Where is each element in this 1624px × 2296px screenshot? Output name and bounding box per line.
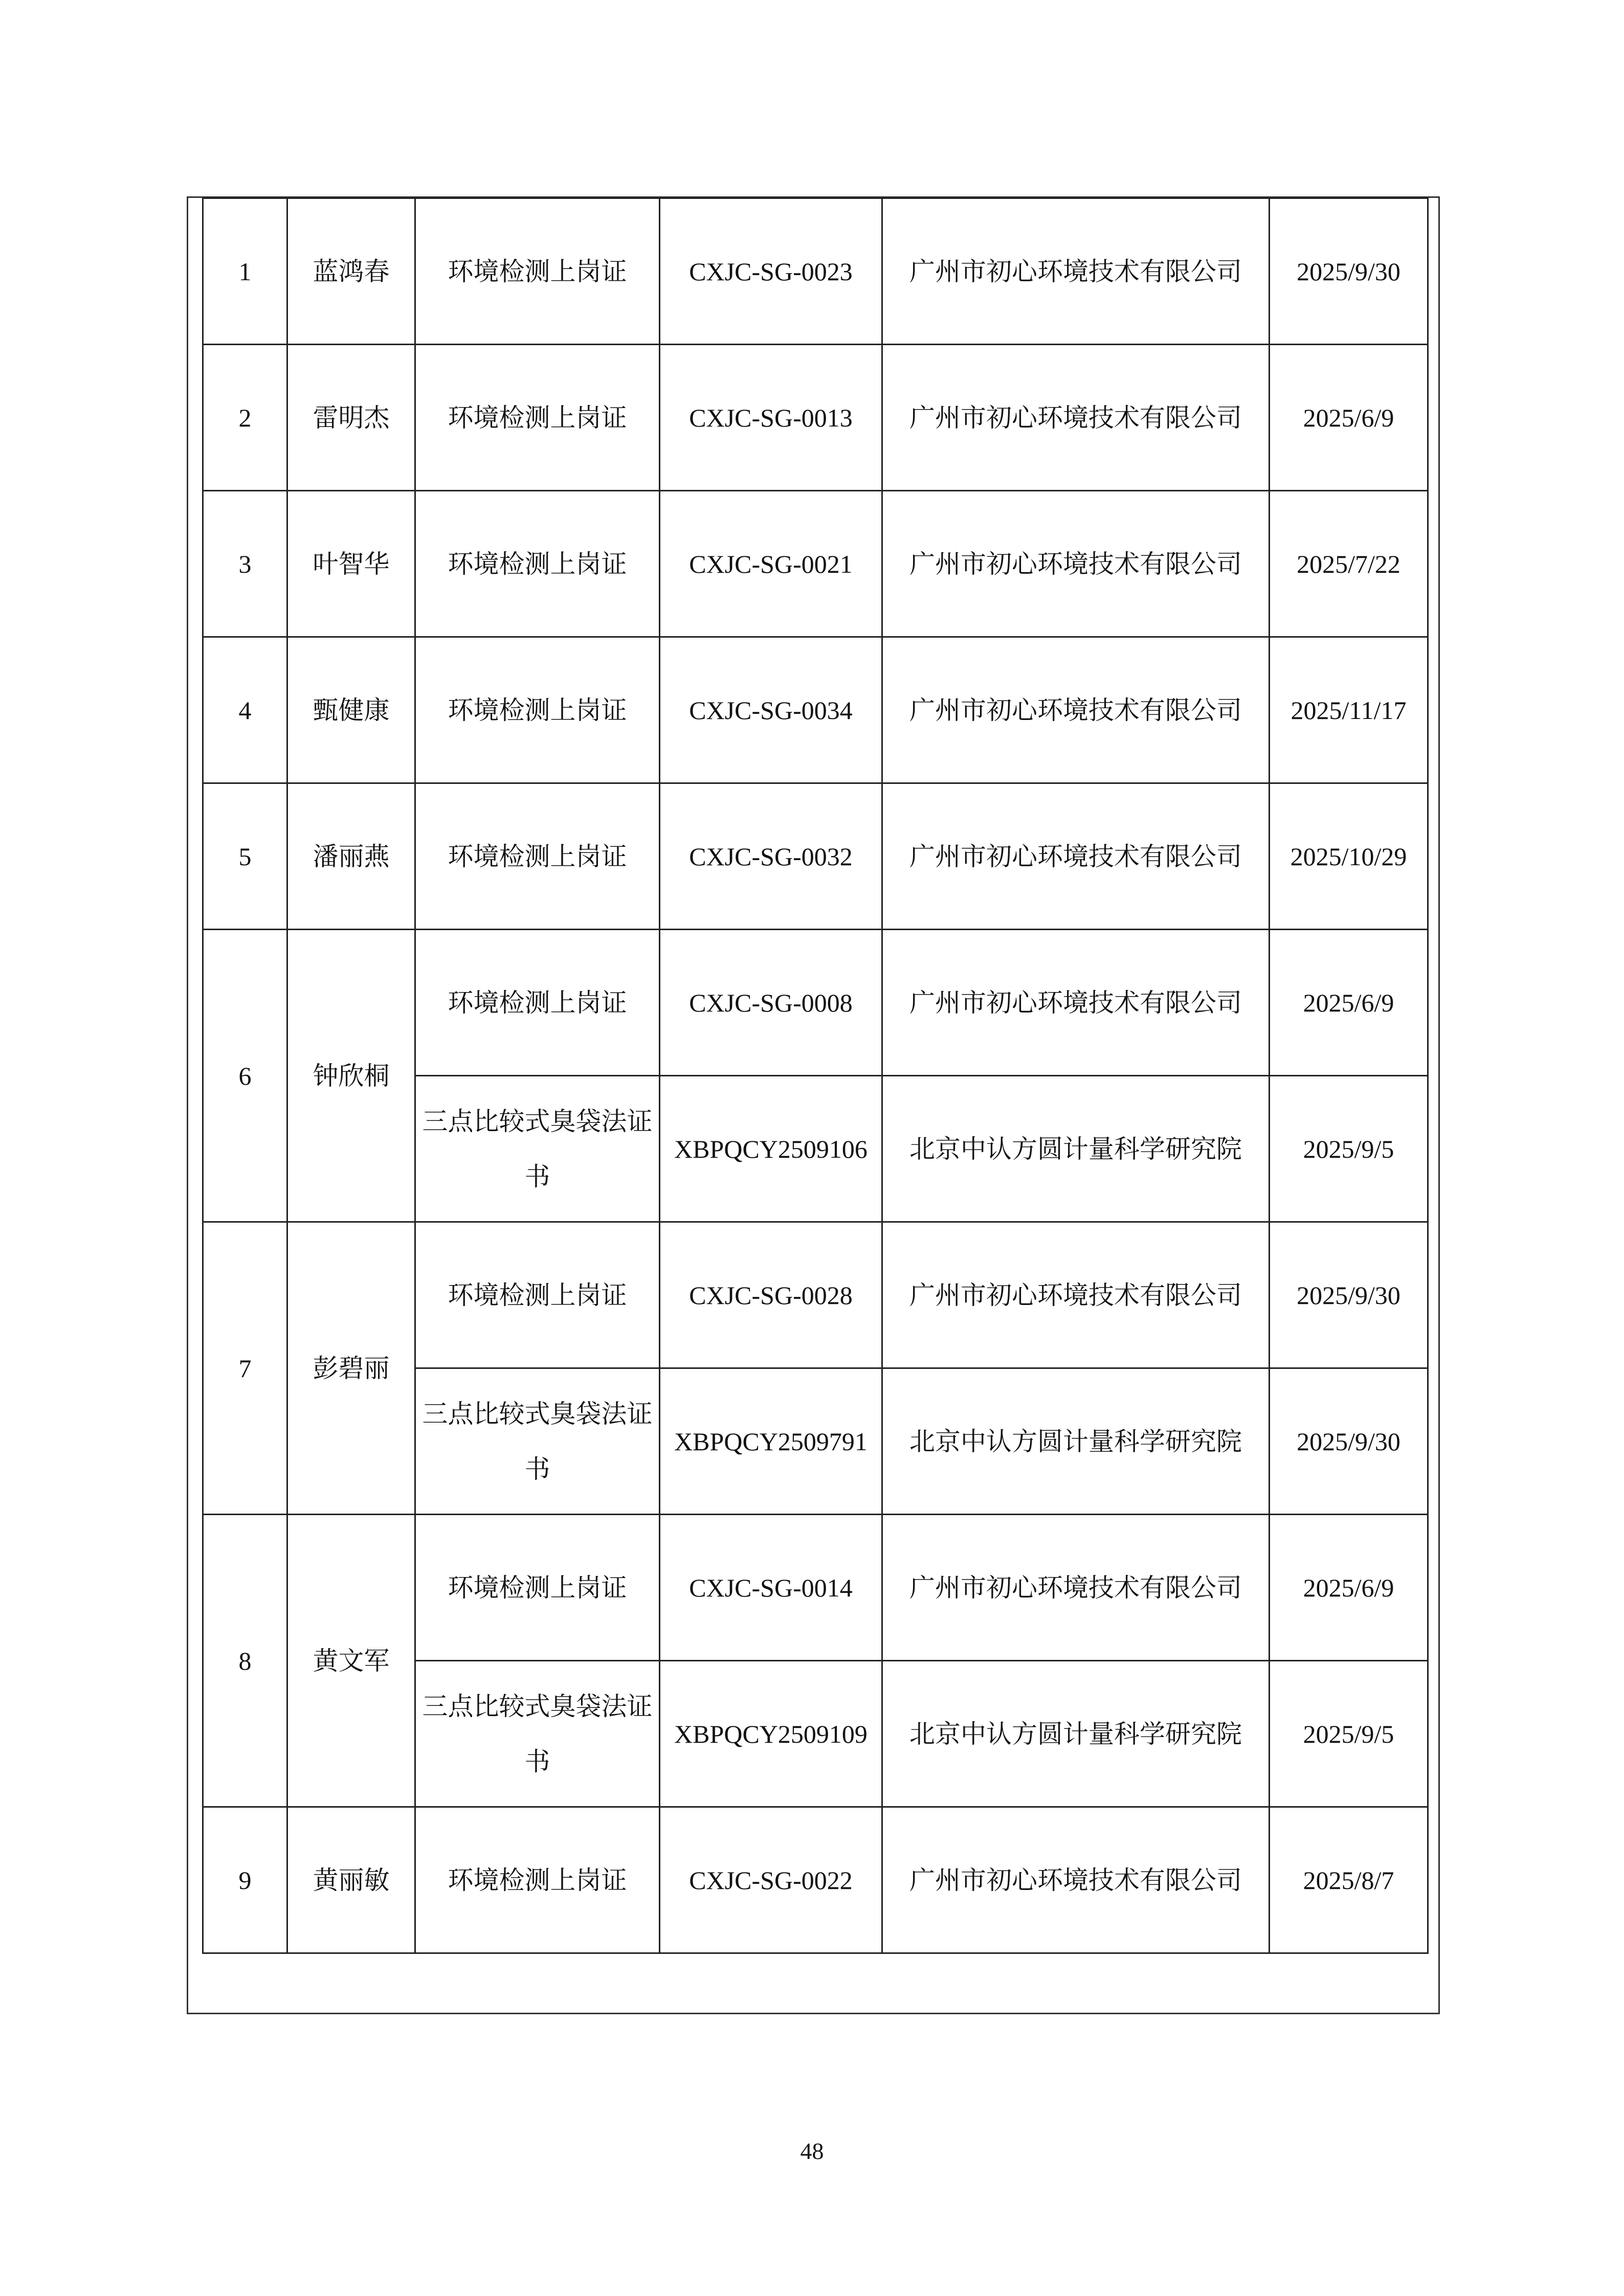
- row-number: 5: [203, 783, 287, 930]
- expiry-date: 2025/6/9: [1270, 1515, 1428, 1661]
- row-number: 7: [203, 1222, 287, 1515]
- row-number: 6: [203, 930, 287, 1222]
- issuing-organization: 广州市初心环境技术有限公司: [882, 1222, 1270, 1368]
- expiry-date: 2025/9/30: [1270, 1368, 1428, 1515]
- row-number: 9: [203, 1807, 287, 1953]
- issuing-organization: 广州市初心环境技术有限公司: [882, 491, 1270, 637]
- certificate-code: XBPQCY2509106: [660, 1076, 882, 1222]
- row-number: 2: [203, 345, 287, 491]
- certificate-type: 三点比较式臭袋法证书: [415, 1368, 660, 1515]
- certificate-type: 三点比较式臭袋法证书: [415, 1661, 660, 1807]
- certificate-type: 环境检测上岗证: [415, 345, 660, 491]
- person-name: 黄丽敏: [287, 1807, 415, 1953]
- issuing-organization: 广州市初心环境技术有限公司: [882, 1515, 1270, 1661]
- expiry-date: 2025/11/17: [1270, 637, 1428, 783]
- issuing-organization: 广州市初心环境技术有限公司: [882, 783, 1270, 930]
- person-name: 潘丽燕: [287, 783, 415, 930]
- person-name: 甄健康: [287, 637, 415, 783]
- person-name: 钟欣桐: [287, 930, 415, 1222]
- issuing-organization: 北京中认方圆计量科学研究院: [882, 1368, 1270, 1515]
- certificate-type: 环境检测上岗证: [415, 930, 660, 1076]
- row-number: 1: [203, 198, 287, 345]
- person-name: 叶智华: [287, 491, 415, 637]
- table-row: [203, 198, 1428, 345]
- certificate-code: CXJC-SG-0008: [660, 930, 882, 1076]
- expiry-date: 2025/6/9: [1270, 345, 1428, 491]
- certificate-type: 三点比较式臭袋法证书: [415, 1076, 660, 1222]
- expiry-date: 2025/10/29: [1270, 783, 1428, 930]
- certificate-table: [202, 197, 1429, 1954]
- table-row: [203, 637, 1428, 783]
- certificate-type: 环境检测上岗证: [415, 1807, 660, 1953]
- expiry-date: 2025/8/7: [1270, 1807, 1428, 1953]
- certificate-code: CXJC-SG-0034: [660, 637, 882, 783]
- certificate-code: XBPQCY2509791: [660, 1368, 882, 1515]
- table-row: [203, 345, 1428, 491]
- issuing-organization: 北京中认方圆计量科学研究院: [882, 1076, 1270, 1222]
- certificate-type: 环境检测上岗证: [415, 637, 660, 783]
- row-number: 4: [203, 637, 287, 783]
- certificate-code: CXJC-SG-0023: [660, 198, 882, 345]
- certificate-code: CXJC-SG-0021: [660, 491, 882, 637]
- issuing-organization: 广州市初心环境技术有限公司: [882, 930, 1270, 1076]
- row-number: 3: [203, 491, 287, 637]
- person-name: 彭碧丽: [287, 1222, 415, 1515]
- certificate-code: XBPQCY2509109: [660, 1661, 882, 1807]
- issuing-organization: 广州市初心环境技术有限公司: [882, 345, 1270, 491]
- certificate-code: CXJC-SG-0028: [660, 1222, 882, 1368]
- page-number: 48: [800, 2138, 824, 2164]
- person-name: 蓝鸿春: [287, 198, 415, 345]
- person-name: 雷明杰: [287, 345, 415, 491]
- table-row: [203, 783, 1428, 930]
- table-row: [203, 930, 1428, 1076]
- issuing-organization: 广州市初心环境技术有限公司: [882, 198, 1270, 345]
- table-row: [203, 491, 1428, 637]
- certificate-type: 环境检测上岗证: [415, 198, 660, 345]
- table-row: [203, 1807, 1428, 1953]
- person-name: 黄文军: [287, 1515, 415, 1807]
- certificate-type: 环境检测上岗证: [415, 1222, 660, 1368]
- table-row: [203, 1515, 1428, 1661]
- expiry-date: 2025/9/5: [1270, 1661, 1428, 1807]
- certificate-code: CXJC-SG-0022: [660, 1807, 882, 1953]
- certificate-code: CXJC-SG-0032: [660, 783, 882, 930]
- certificate-type: 环境检测上岗证: [415, 1515, 660, 1661]
- certificate-type: 环境检测上岗证: [415, 783, 660, 930]
- table-row: [203, 1222, 1428, 1368]
- expiry-date: 2025/9/5: [1270, 1076, 1428, 1222]
- expiry-date: 2025/9/30: [1270, 1222, 1428, 1368]
- expiry-date: 2025/7/22: [1270, 491, 1428, 637]
- expiry-date: 2025/6/9: [1270, 930, 1428, 1076]
- issuing-organization: 北京中认方圆计量科学研究院: [882, 1661, 1270, 1807]
- issuing-organization: 广州市初心环境技术有限公司: [882, 637, 1270, 783]
- row-number: 8: [203, 1515, 287, 1807]
- certificate-code: CXJC-SG-0013: [660, 345, 882, 491]
- certificate-type: 环境检测上岗证: [415, 491, 660, 637]
- certificate-code: CXJC-SG-0014: [660, 1515, 882, 1661]
- expiry-date: 2025/9/30: [1270, 198, 1428, 345]
- issuing-organization: 广州市初心环境技术有限公司: [882, 1807, 1270, 1953]
